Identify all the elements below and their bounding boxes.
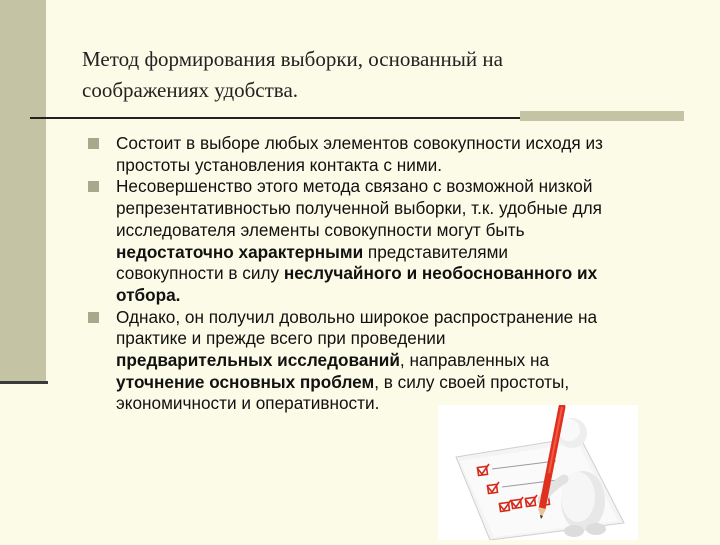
bullet-text: практике и прежде всего при проведении — [116, 328, 446, 349]
bullet-text: совокупности в силу — [116, 263, 284, 284]
bullet-item — [88, 176, 688, 306]
bullet-text: исследователя элементы совокупности могут быть — [116, 219, 525, 240]
bullet-text-bold: отбора. — [116, 284, 181, 305]
bullet-item — [88, 133, 688, 176]
slide-title — [82, 44, 642, 106]
bullet-text: , направленных на — [399, 350, 550, 371]
bullet-text: Несовершенство этого метода связано с возможной низкой — [116, 176, 593, 197]
bullet-text-bold: недостаточно характерными — [116, 241, 364, 262]
decorative-side-band — [0, 0, 46, 383]
bullet-text-line — [116, 285, 688, 307]
bullet-text: , в силу своей простоты, — [374, 371, 570, 392]
bullet-text: репрезентативностью полученной выборки, т.к. удобные для — [116, 198, 602, 219]
figure-with-pencil-checklist-icon — [438, 405, 638, 540]
bullet-text-line — [116, 372, 688, 394]
bullet-text-line — [116, 133, 688, 155]
bullet-text: представителями — [363, 241, 508, 262]
slide-title-line: Метод формирования выборки, основанный на — [82, 47, 503, 71]
bullet-text-line — [116, 328, 688, 350]
bullet-text-line — [116, 198, 688, 220]
bullet-text-line — [116, 307, 688, 329]
bullet-text-line — [116, 155, 688, 177]
bullet-text-line — [116, 242, 688, 264]
bullet-list — [88, 133, 688, 415]
slide-title-line: соображениях удобства. — [82, 78, 299, 102]
bullet-text-line — [116, 220, 688, 242]
bullet-text-line — [116, 176, 688, 198]
bullet-text: Однако, он получил довольно широкое распространение на — [116, 306, 598, 327]
checklist-illustration — [438, 405, 638, 540]
decorative-side-rule — [0, 381, 48, 384]
decorative-title-bar — [520, 111, 684, 121]
square-bullet-icon — [88, 181, 99, 192]
bullet-text: экономичности и оперативности. — [116, 393, 380, 414]
bullet-text-bold: уточнение основных проблем — [116, 371, 375, 392]
bullet-text-bold: предварительных исследований — [116, 350, 400, 371]
bullet-item — [88, 307, 688, 416]
bullet-text-line — [116, 263, 688, 285]
bullet-text-line — [116, 350, 688, 372]
bullet-text: Состоит в выборе любых элементов совокупности исходя из — [116, 133, 603, 153]
square-bullet-icon — [88, 312, 99, 323]
square-bullet-icon — [88, 138, 99, 149]
bullet-text-bold: неслучайного и необоснованного их — [283, 263, 598, 284]
bullet-text: простоты установления контакта с ними. — [116, 154, 443, 175]
